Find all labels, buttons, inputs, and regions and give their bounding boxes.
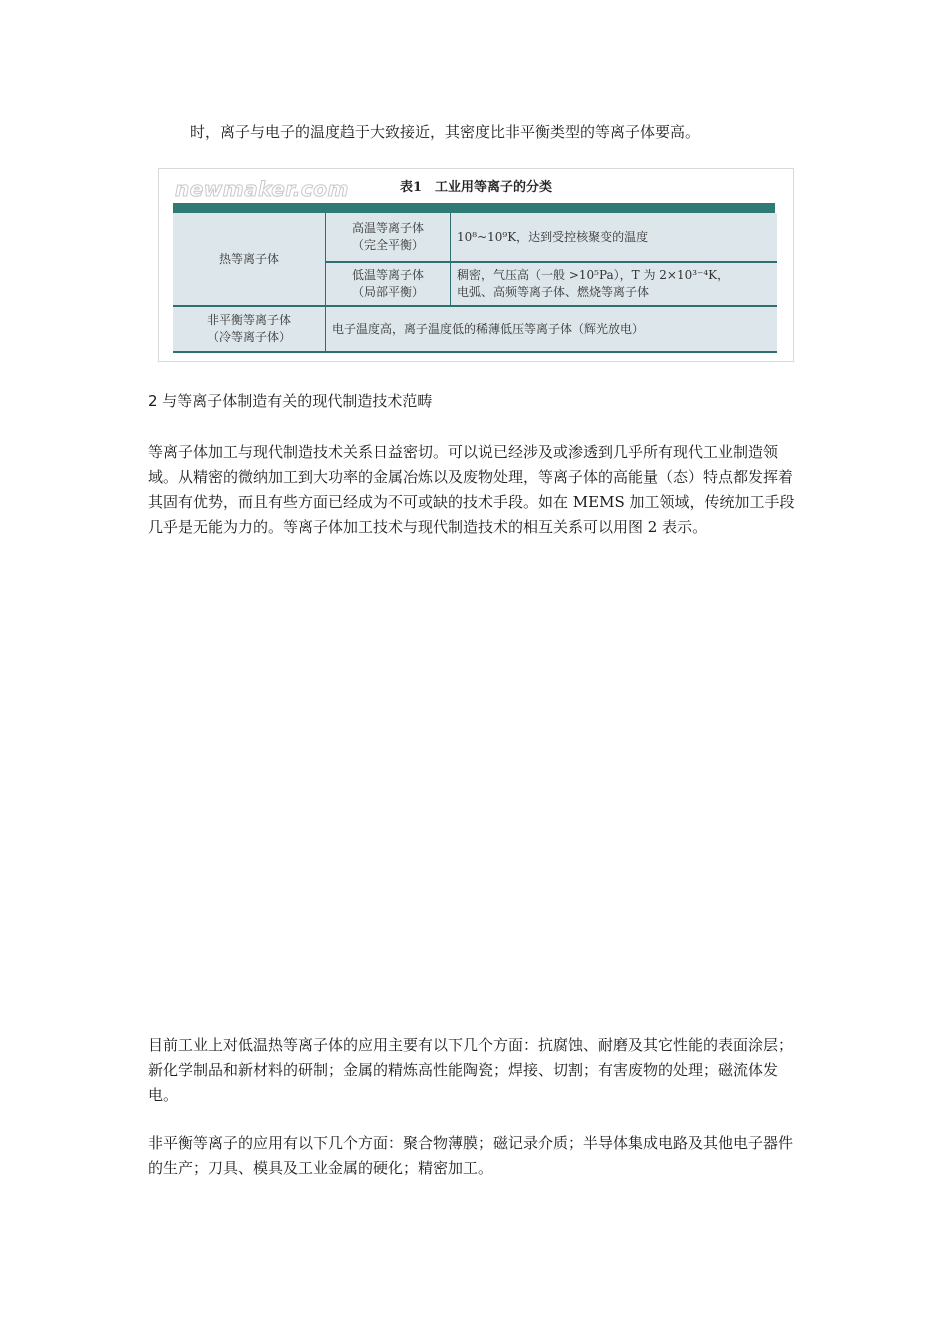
- table-cell-subtype: 高温等离子体 （完全平衡）: [326, 213, 451, 262]
- paragraph-modern-manufacturing: 等离子体加工与现代制造技术关系日益密切。可以说已经涉及或渗透到几乎所有现代工业制造领域。从精密的微纳加工到大功率的金属冶炼以及废物处理，等离子体的高能量（态）特点都发挥着其固有优势，而且有些方面已经成为不可或缺的技术手段。如在 MEMS 加工领域，传统加工手段几乎是无能为力的。等离子体加工技术与现代制造技术的相互关系可以用图 2 表示。: [148, 443, 795, 536]
- plasma-classification-table: [173, 213, 777, 353]
- table-cell-description: 稠密，气压高（一般 >10⁵Pa），T 为 2×10³⁻⁴K， 电弧、高频等离子体、燃烧等离子体: [451, 262, 778, 306]
- paragraph-nonequilibrium-applications: 非平衡等离子的应用有以下几个方面：聚合物薄膜；磁记录介质；半导体集成电路及其他电子器件的生产；刀具、模具及工业金属的硬化；精密加工。: [148, 1134, 794, 1177]
- section-heading: 2 与等离子体制造有关的现代制造技术范畴: [148, 392, 433, 410]
- table-caption: 表1 工业用等离子的分类: [399, 180, 553, 195]
- table-row: [173, 213, 777, 262]
- classification-table-image: [158, 168, 794, 362]
- table-cell-description: 10⁸~10⁹K，达到受控核聚变的温度: [451, 213, 778, 262]
- table-cell-category: 非平衡等离子体 （冷等离子体）: [173, 306, 326, 352]
- intro-continuation-line: 时，离子与电子的温度趋于大致接近，其密度比非平衡类型的等离子体要高。: [190, 123, 701, 141]
- paragraph-thermal-plasma-applications: 目前工业上对低温热等离子体的应用主要有以下几个方面：抗腐蚀、耐磨及其它性能的表面涂层；新化学制品和新材料的研制；金属的精炼高性能陶瓷；焊接、切割；有害废物的处理；磁流体发电。: [148, 1036, 794, 1104]
- table-cell-category: 热等离子体: [173, 213, 326, 306]
- table-row: [173, 306, 777, 352]
- watermark-logo: newmaker.com: [175, 177, 349, 201]
- table-cell-description: 电子温度高，离子温度低的稀薄低压等离子体（辉光放电）: [326, 306, 778, 352]
- table-header-bar: [173, 203, 775, 213]
- table-cell-subtype: 低温等离子体 （局部平衡）: [326, 262, 451, 306]
